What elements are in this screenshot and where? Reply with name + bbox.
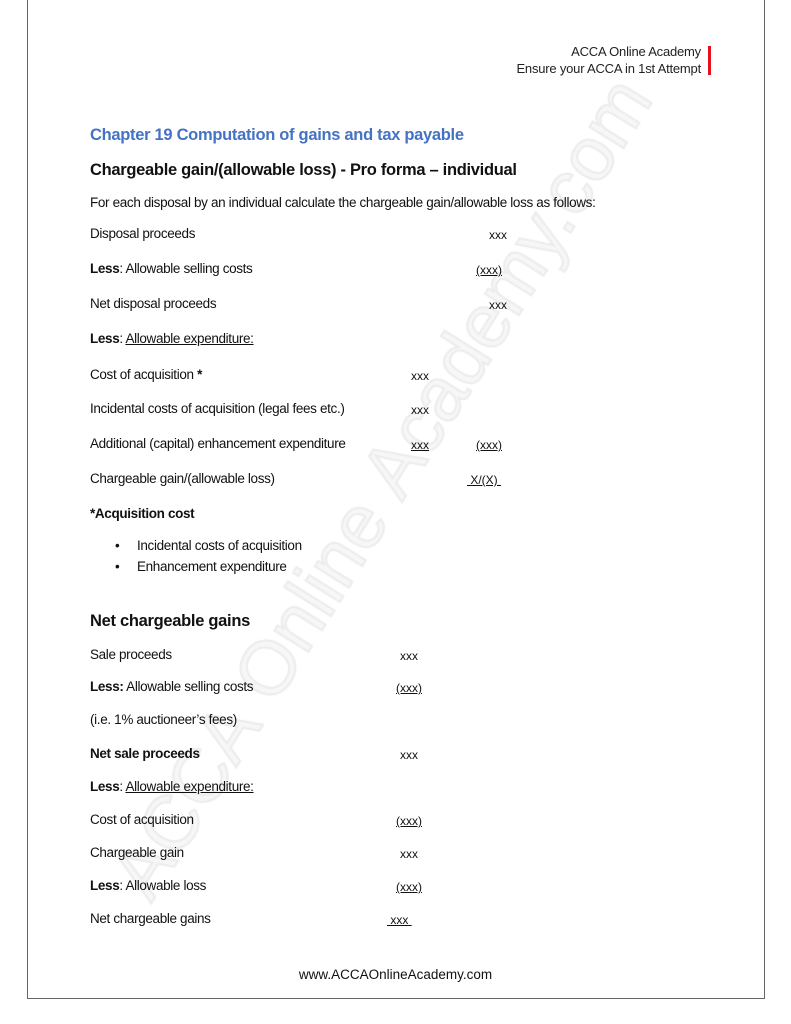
- row-label: Cost of acquisition: [90, 367, 198, 382]
- section1-intro: For each disposal by an individual calculate the chargeable gain/allowable loss as follows:: [90, 195, 596, 210]
- row-amount-1: xxx: [400, 748, 418, 762]
- pro-forma-row: [90, 366, 202, 384]
- pro-forma-row: [90, 811, 194, 829]
- row-label: (i.e. 1% auctioneer’s fees): [90, 712, 237, 727]
- pro-forma-row: [90, 745, 200, 763]
- pro-forma-row: [90, 330, 254, 348]
- row-bold-label: Less: [90, 261, 120, 276]
- row-amount-2: (xxx): [476, 263, 502, 277]
- row-label: Net chargeable gains: [90, 911, 211, 926]
- row-asterisk: *: [197, 367, 202, 382]
- row-bold-label: Less: [90, 331, 120, 346]
- pro-forma-row: [90, 435, 346, 453]
- header-academy-name: ACCA Online Academy: [571, 44, 701, 59]
- row-amount-1: (xxx): [396, 880, 422, 894]
- row-bold-label: Less: [90, 779, 120, 794]
- row-amount-2: X/(X): [467, 473, 502, 487]
- row-bold-label: Less: [90, 878, 120, 893]
- pro-forma-row: [90, 844, 184, 862]
- header-tagline: Ensure your ACCA in 1st Attempt: [516, 61, 701, 76]
- pro-forma-row: [90, 678, 253, 696]
- row-label: Disposal proceeds: [90, 226, 196, 241]
- row-separator: :: [119, 779, 126, 794]
- row-label: Incidental costs of acquisition (legal fees etc.): [90, 401, 345, 416]
- footer-website: www.ACCAOnlineAcademy.com: [298, 967, 493, 982]
- pro-forma-row: [90, 778, 254, 796]
- bullet-text: Enhancement expenditure: [137, 559, 287, 574]
- row-label: Cost of acquisition: [90, 812, 194, 827]
- bullet-text: Incidental costs of acquisition: [137, 538, 302, 553]
- row-label: Net disposal proceeds: [90, 296, 217, 311]
- row-amount-2: xxx: [489, 298, 507, 312]
- pro-forma-row: [90, 295, 216, 313]
- pro-forma-row: [90, 470, 275, 488]
- pro-forma-row: [90, 646, 172, 664]
- row-amount-1: (xxx): [396, 681, 422, 695]
- row-amount-1: xxx: [400, 847, 418, 861]
- pro-forma-row: [90, 225, 195, 243]
- row-label: Chargeable gain: [90, 845, 184, 860]
- pro-forma-row: [90, 910, 211, 928]
- row-amount-1: xxx: [411, 403, 429, 417]
- pro-forma-row: [90, 711, 237, 729]
- row-separator: :: [119, 331, 126, 346]
- row-amount-2: xxx: [489, 228, 507, 242]
- row-amount-1: xxx: [411, 438, 429, 452]
- row-label: Additional (capital) enhancement expenditure: [90, 436, 346, 451]
- bullet-item: [115, 558, 287, 576]
- row-separator: :: [119, 261, 126, 276]
- pro-forma-row: [90, 260, 252, 278]
- row-label: Allowable expenditure:: [125, 779, 254, 794]
- bullet-icon: •: [115, 559, 120, 574]
- section2-title: Net chargeable gains: [90, 612, 250, 630]
- row-label: Allowable selling costs: [125, 261, 253, 276]
- row-bold-label: Less:: [90, 679, 124, 694]
- header-accent-bar: [708, 46, 711, 75]
- pro-forma-row: [90, 400, 345, 418]
- chapter-title: Chapter 19 Computation of gains and tax payable: [90, 126, 464, 144]
- row-amount-1: xxx: [387, 913, 412, 927]
- row-amount-1: xxx: [411, 369, 429, 383]
- row-label: Allowable expenditure:: [125, 331, 254, 346]
- row-label: Sale proceeds: [90, 647, 172, 662]
- row-label: Chargeable gain/(allowable loss): [90, 471, 275, 486]
- pro-forma-row: [90, 877, 206, 895]
- acquisition-cost-note-title: *Acquisition cost: [90, 506, 195, 521]
- bullet-icon: •: [115, 538, 120, 553]
- row-label: Allowable selling costs: [123, 679, 254, 694]
- row-amount-1: xxx: [400, 649, 418, 663]
- row-amount-2: (xxx): [476, 438, 502, 452]
- row-label: Allowable loss: [125, 878, 207, 893]
- section1-title: Chargeable gain/(allowable loss) - Pro forma – individual: [90, 161, 517, 179]
- row-separator: :: [119, 878, 126, 893]
- row-bold-label: Net sale proceeds: [90, 746, 200, 761]
- row-amount-1: (xxx): [396, 814, 422, 828]
- bullet-item: [115, 537, 302, 555]
